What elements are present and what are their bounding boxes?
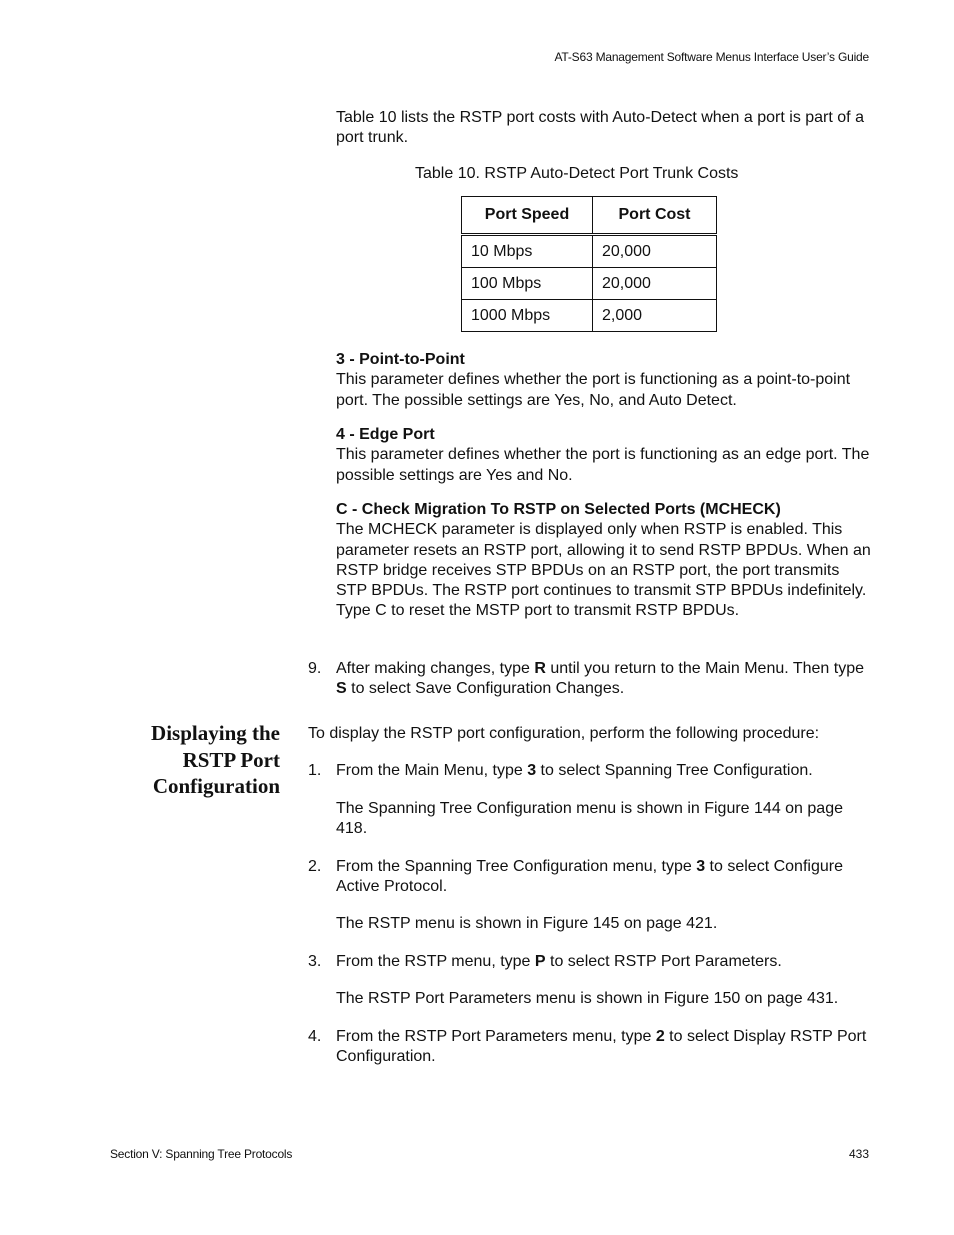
cell-port-cost: 20,000 xyxy=(593,235,717,268)
param-title: 4 - Edge Port xyxy=(336,426,435,443)
step-key: S xyxy=(336,680,347,698)
param-text: The MCHECK parameter is displayed only when RSTP is enabled. This parameter resets an RSTP port, allowing it to send RSTP BPDUs. When an RSTP bridge receives STP BPDUs on an RSTP port, the port transmits STP BPDUs. The RSTP port continues to transmit STP BPDUs indefinitely. Type C to reset the MSTP port to transmit RSTP BPDUs. xyxy=(336,521,871,620)
step-text: From the Spanning Tree Configuration menu, type xyxy=(336,858,697,875)
step-text: to select Display RSTP Port Configuration. xyxy=(336,1028,867,1066)
table-row xyxy=(462,235,717,268)
column-header-port-speed: Port Speed xyxy=(462,197,593,235)
step-number: 2. xyxy=(308,858,322,875)
table-header-row xyxy=(462,197,717,235)
param-title: 3 - Point-to-Point xyxy=(336,351,465,368)
table-row xyxy=(462,268,717,300)
param-title: C - Check Migration To RSTP on Selected Ports (MCHECK) xyxy=(336,501,781,518)
param-text: This parameter defines whether the port is functioning as an edge port. The possible settings are Yes and No. xyxy=(336,446,870,484)
step-note: The RSTP Port Parameters menu is shown in Figure 150 on page 431. xyxy=(336,990,839,1007)
step-3 xyxy=(336,952,871,972)
heading-line: Configuration xyxy=(152,774,280,798)
step-key: 2 xyxy=(655,1028,665,1045)
step-text: From the RSTP menu, type xyxy=(336,953,535,970)
step-1 xyxy=(336,761,871,781)
intro-paragraph: Table 10 lists the RSTP port costs with Auto-Detect when a port is part of a port trunk. xyxy=(336,109,864,147)
column-header-port-cost: Port Cost xyxy=(593,197,717,235)
step-9 xyxy=(336,659,871,700)
section-intro: To display the RSTP port configuration, perform the following procedure: xyxy=(308,725,820,742)
param-point-to-point xyxy=(336,350,871,411)
step-4 xyxy=(336,1027,871,1068)
step-2 xyxy=(336,857,871,898)
step-number: 1. xyxy=(308,762,322,779)
step-key: R xyxy=(534,660,546,677)
step-key: P xyxy=(534,953,546,970)
step-key: 3 xyxy=(696,858,706,875)
step-text: to select Spanning Tree Configuration. xyxy=(536,762,813,779)
footer-section: Section V: Spanning Tree Protocols xyxy=(110,1147,293,1161)
step-note: The RSTP menu is shown in Figure 145 on page 421. xyxy=(336,915,718,932)
cell-port-cost: 2,000 xyxy=(593,300,717,332)
page-number: 433 xyxy=(848,1147,869,1161)
step-text: until you return to the Main Menu. Then type xyxy=(545,660,864,677)
heading-line: RSTP Port xyxy=(182,747,280,772)
running-header: AT-S63 Management Software Menus Interface User’s Guide xyxy=(554,50,869,64)
step-number: 4. xyxy=(308,1028,322,1045)
step-text: After making changes, type xyxy=(336,660,535,677)
step-text: From the Main Menu, type xyxy=(336,762,528,779)
cell-port-cost: 20,000 xyxy=(593,268,717,300)
step-text: to select Configure Active Protocol. xyxy=(336,858,843,896)
port-cost-table xyxy=(461,196,717,332)
step-number: 3. xyxy=(308,953,322,970)
step-note: The Spanning Tree Configuration menu is shown in Figure 144 on page 418. xyxy=(336,800,843,838)
step-key: 3 xyxy=(527,762,537,779)
cell-port-speed: 100 Mbps xyxy=(462,268,593,300)
heading-line: Displaying the xyxy=(151,721,280,745)
table-row xyxy=(462,300,717,332)
step-number: 9. xyxy=(308,660,322,677)
step-text: to select RSTP Port Parameters. xyxy=(545,953,782,970)
step-text: to select Save Configuration Changes. xyxy=(346,680,625,698)
param-text: This parameter defines whether the port is functioning as a point-to-point port. The possible settings are Yes, No, and Auto Detect. xyxy=(336,371,851,409)
section-heading xyxy=(110,720,280,800)
param-mcheck xyxy=(336,500,871,622)
step-text: From the RSTP Port Parameters menu, type xyxy=(336,1028,656,1045)
table-caption: Table 10. RSTP Auto-Detect Port Trunk Costs xyxy=(415,165,739,182)
cell-port-speed: 1000 Mbps xyxy=(462,300,593,332)
cell-port-speed: 10 Mbps xyxy=(462,235,593,268)
param-edge-port xyxy=(336,425,871,486)
